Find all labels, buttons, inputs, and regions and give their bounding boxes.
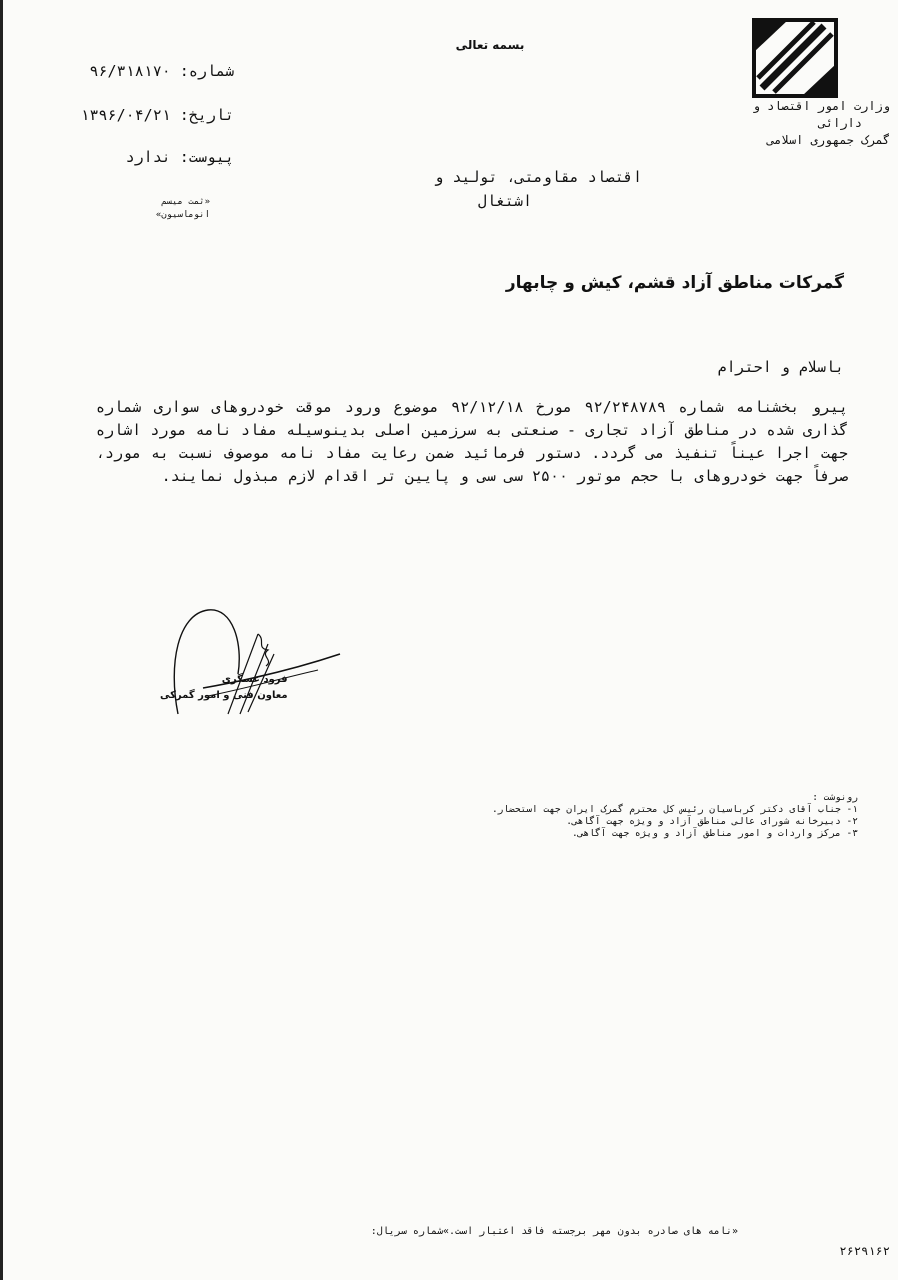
signer-name: فرود عسگری: [221, 674, 288, 685]
ministry-line: وزارت امور اقتصاد و: [752, 99, 890, 113]
stamp-line: انوماسیون»: [155, 210, 210, 220]
slogan: [434, 165, 642, 213]
signature-icon: [108, 604, 348, 734]
footer-note: «نامه های صادره بدون مهر برجسته فاقد اعتبار است.»شماره سریال:: [370, 1226, 738, 1237]
ministry-line: دارائی: [818, 116, 862, 130]
cc-item: ۱- جناب آقای دکتر کرباسیان رئیس کل محترم گمرک ایران جهت استحضار.: [491, 804, 858, 815]
automation-stamp: [156, 196, 210, 222]
customs-logo-icon: [752, 18, 838, 98]
serial-number: ۲۶۲۹۱۶۲: [839, 1244, 890, 1258]
greeting: باسلام و احترام: [717, 358, 844, 376]
letter-date: تاریخ: ۱۳۹۶/۰۴/۲۱: [80, 106, 234, 124]
letter-body: پیرو بخشنامه شماره ۹۲/۲۴۸۷۸۹ مورخ ۹۲/۱۲/۱۸ موضوع ورود موقت خودروهای سواری شماره گذاری شده در مناطق آزاد تجاری - صنعتی به سرزمین اصلی بدینوسیله مفاد نامه مورد اشاره جهت اجرا عیناً تنفیذ می گردد. دستور فرمائید ضمن رعایت مفاد نامه موصوف نسبت به مورد، صرفاً جهت خودروهای با حجم موتور ۲۵۰۰ سی سی و پایین تر اقدام لازم مبذول نمایند.: [96, 398, 849, 485]
recipient: گمرکات مناطق آزاد قشم، کیش و چابهار: [505, 273, 844, 293]
cc-list: [298, 792, 858, 840]
basmala: بسمه تعالی: [455, 38, 525, 52]
signer-title: معاون فنی و امور گمرکی: [160, 690, 288, 701]
ministry-line: گمرک جمهوری اسلامی: [767, 133, 890, 147]
scan-edge: [0, 0, 3, 1280]
letter-attachment: پیوست: ندارد: [125, 148, 234, 166]
signer-block: [160, 672, 288, 704]
cc-item: ۳- مرکز واردات و امور مناطق آزاد و ویژه جهت آگاهی.: [572, 828, 858, 839]
cc-heading: رونوشت :: [812, 792, 858, 803]
stamp-line: «ثمت میسم: [161, 197, 210, 207]
cc-item: ۲- دبیرخانه شورای عالی مناطق آزاد و ویژه جهت آگاهی.: [566, 816, 858, 827]
slogan-line: اشتغال: [477, 192, 532, 210]
slogan-line: اقتصاد مقاومتی، تولید و: [434, 168, 642, 186]
letter-number: شماره: ۹۶/۳۱۸۱۷۰: [89, 62, 234, 80]
ministry-header: [753, 98, 890, 149]
